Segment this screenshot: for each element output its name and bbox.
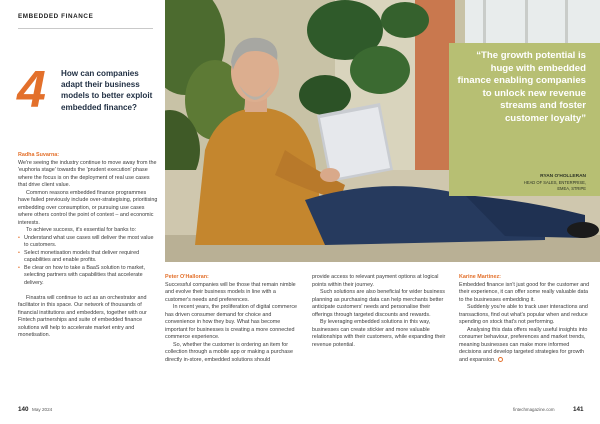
- section-header: EMBEDDED FINANCE: [18, 13, 94, 20]
- paragraph: Finastra will continue to act as an orchestrator and facilitator in this space. Our network of thousands of financial institutions and embedders, together with our Fintech partnerships and suite of embedded finance solutions will help to accelerate market entry and monetisation.: [18, 294, 147, 338]
- column-3: [312, 274, 448, 349]
- list-item: • Understand what use cases will deliver the most value to customers.: [18, 235, 158, 250]
- quote-role-line: EMEA, STRIPE: [557, 185, 586, 191]
- paragraph: By leveraging embedded solutions in this way, businesses can create stickier and more valuable relationships with their customers, while expanding their revenue potential.: [312, 319, 446, 348]
- section-rule: [18, 28, 153, 29]
- column-2: [165, 274, 301, 364]
- question-number: 4: [17, 61, 46, 119]
- end-mark-icon: [498, 357, 503, 362]
- paragraph: To achieve success, it's essential for banks to:: [26, 227, 137, 233]
- bullet-list: [18, 235, 158, 288]
- paragraph: Suddenly you're able to track user interactions and transactions, find out what's popular when and reduce spending on stock that's not performing.: [459, 304, 588, 325]
- page-number-left: 140: [18, 406, 29, 413]
- paragraph: Embedded finance isn't just good for the customer and their experience, it can offer some really valuable data to the businesses embedding it.: [459, 281, 590, 303]
- issue-date: May 2024: [32, 407, 53, 412]
- page-number-right: 141: [573, 406, 584, 413]
- pull-quote-text: “The growth potential is huge with embedded finance enabling companies to unlock new revenue streams and foster customer loyalty”: [457, 50, 586, 124]
- question-heading: How can companies adapt their business models to better exploit embedded finance?: [61, 69, 153, 112]
- quote-role-line: HEAD OF SALES, ENTERPRISE,: [523, 180, 586, 185]
- paragraph: Common reasons embedded finance programmes have failed previously include over-strategising, prioritising embedding over consumption, or pursuing use cases where others control the point of context – and economic interests.: [18, 189, 158, 226]
- list-item: • Be clear on how to take a BaaS solution to market, selecting partners with capabilities that accelerate delivery.: [18, 265, 158, 288]
- paragraph: provide access to relevant payment options at logical points within their journey.: [312, 274, 439, 288]
- quote-attribution-role: [455, 180, 586, 191]
- speaker-name: Karine Martinez:: [459, 274, 501, 280]
- paragraph: Successful companies will be those that remain nimble and evolve their business models in line with a customer's needs and preferences.: [165, 281, 296, 303]
- column-4: [459, 274, 591, 364]
- site-url: fintechmagazine.com: [513, 407, 555, 412]
- paragraph: We're seeing the industry continue to move away from the 'euphoria stage' towards the 'prudent execution' phase where the focus is on the deployment of real use cases that drive client value.: [18, 159, 157, 188]
- paragraph: So, whether the customer is ordering an item for collection through a mobile app or making a purchase directly in-store, embedded solutions should: [165, 341, 293, 363]
- speaker-name: Peter O'Halloran:: [165, 274, 209, 280]
- quote-attribution-name: RYAN O'HOLLERAN: [540, 174, 586, 179]
- paragraph: In recent years, the proliferation of digital commerce has driven consumer demand for choice and convenience in how they buy. What has become important for businesses is creating a more connected commerce experience.: [165, 304, 298, 340]
- list-item: • Select monetisation models that deliver required capabilities and enable profits.: [18, 250, 158, 265]
- paragraph: Such solutions are also beneficial for wider business planning as purchasing data can help merchants better anticipate customers' needs and personalise their offerings through targeted discounts and rewards.: [312, 289, 445, 318]
- paragraph-text: Analysing this data offers really useful insights into consumer behaviour, preferences and market trends, meaning businesses can make more informed decisions and develop targeted strategies for growth and expansion.: [459, 326, 588, 363]
- paragraph: [459, 327, 591, 365]
- column-1: [18, 152, 158, 340]
- speaker-name: Radha Suvarna:: [18, 152, 60, 158]
